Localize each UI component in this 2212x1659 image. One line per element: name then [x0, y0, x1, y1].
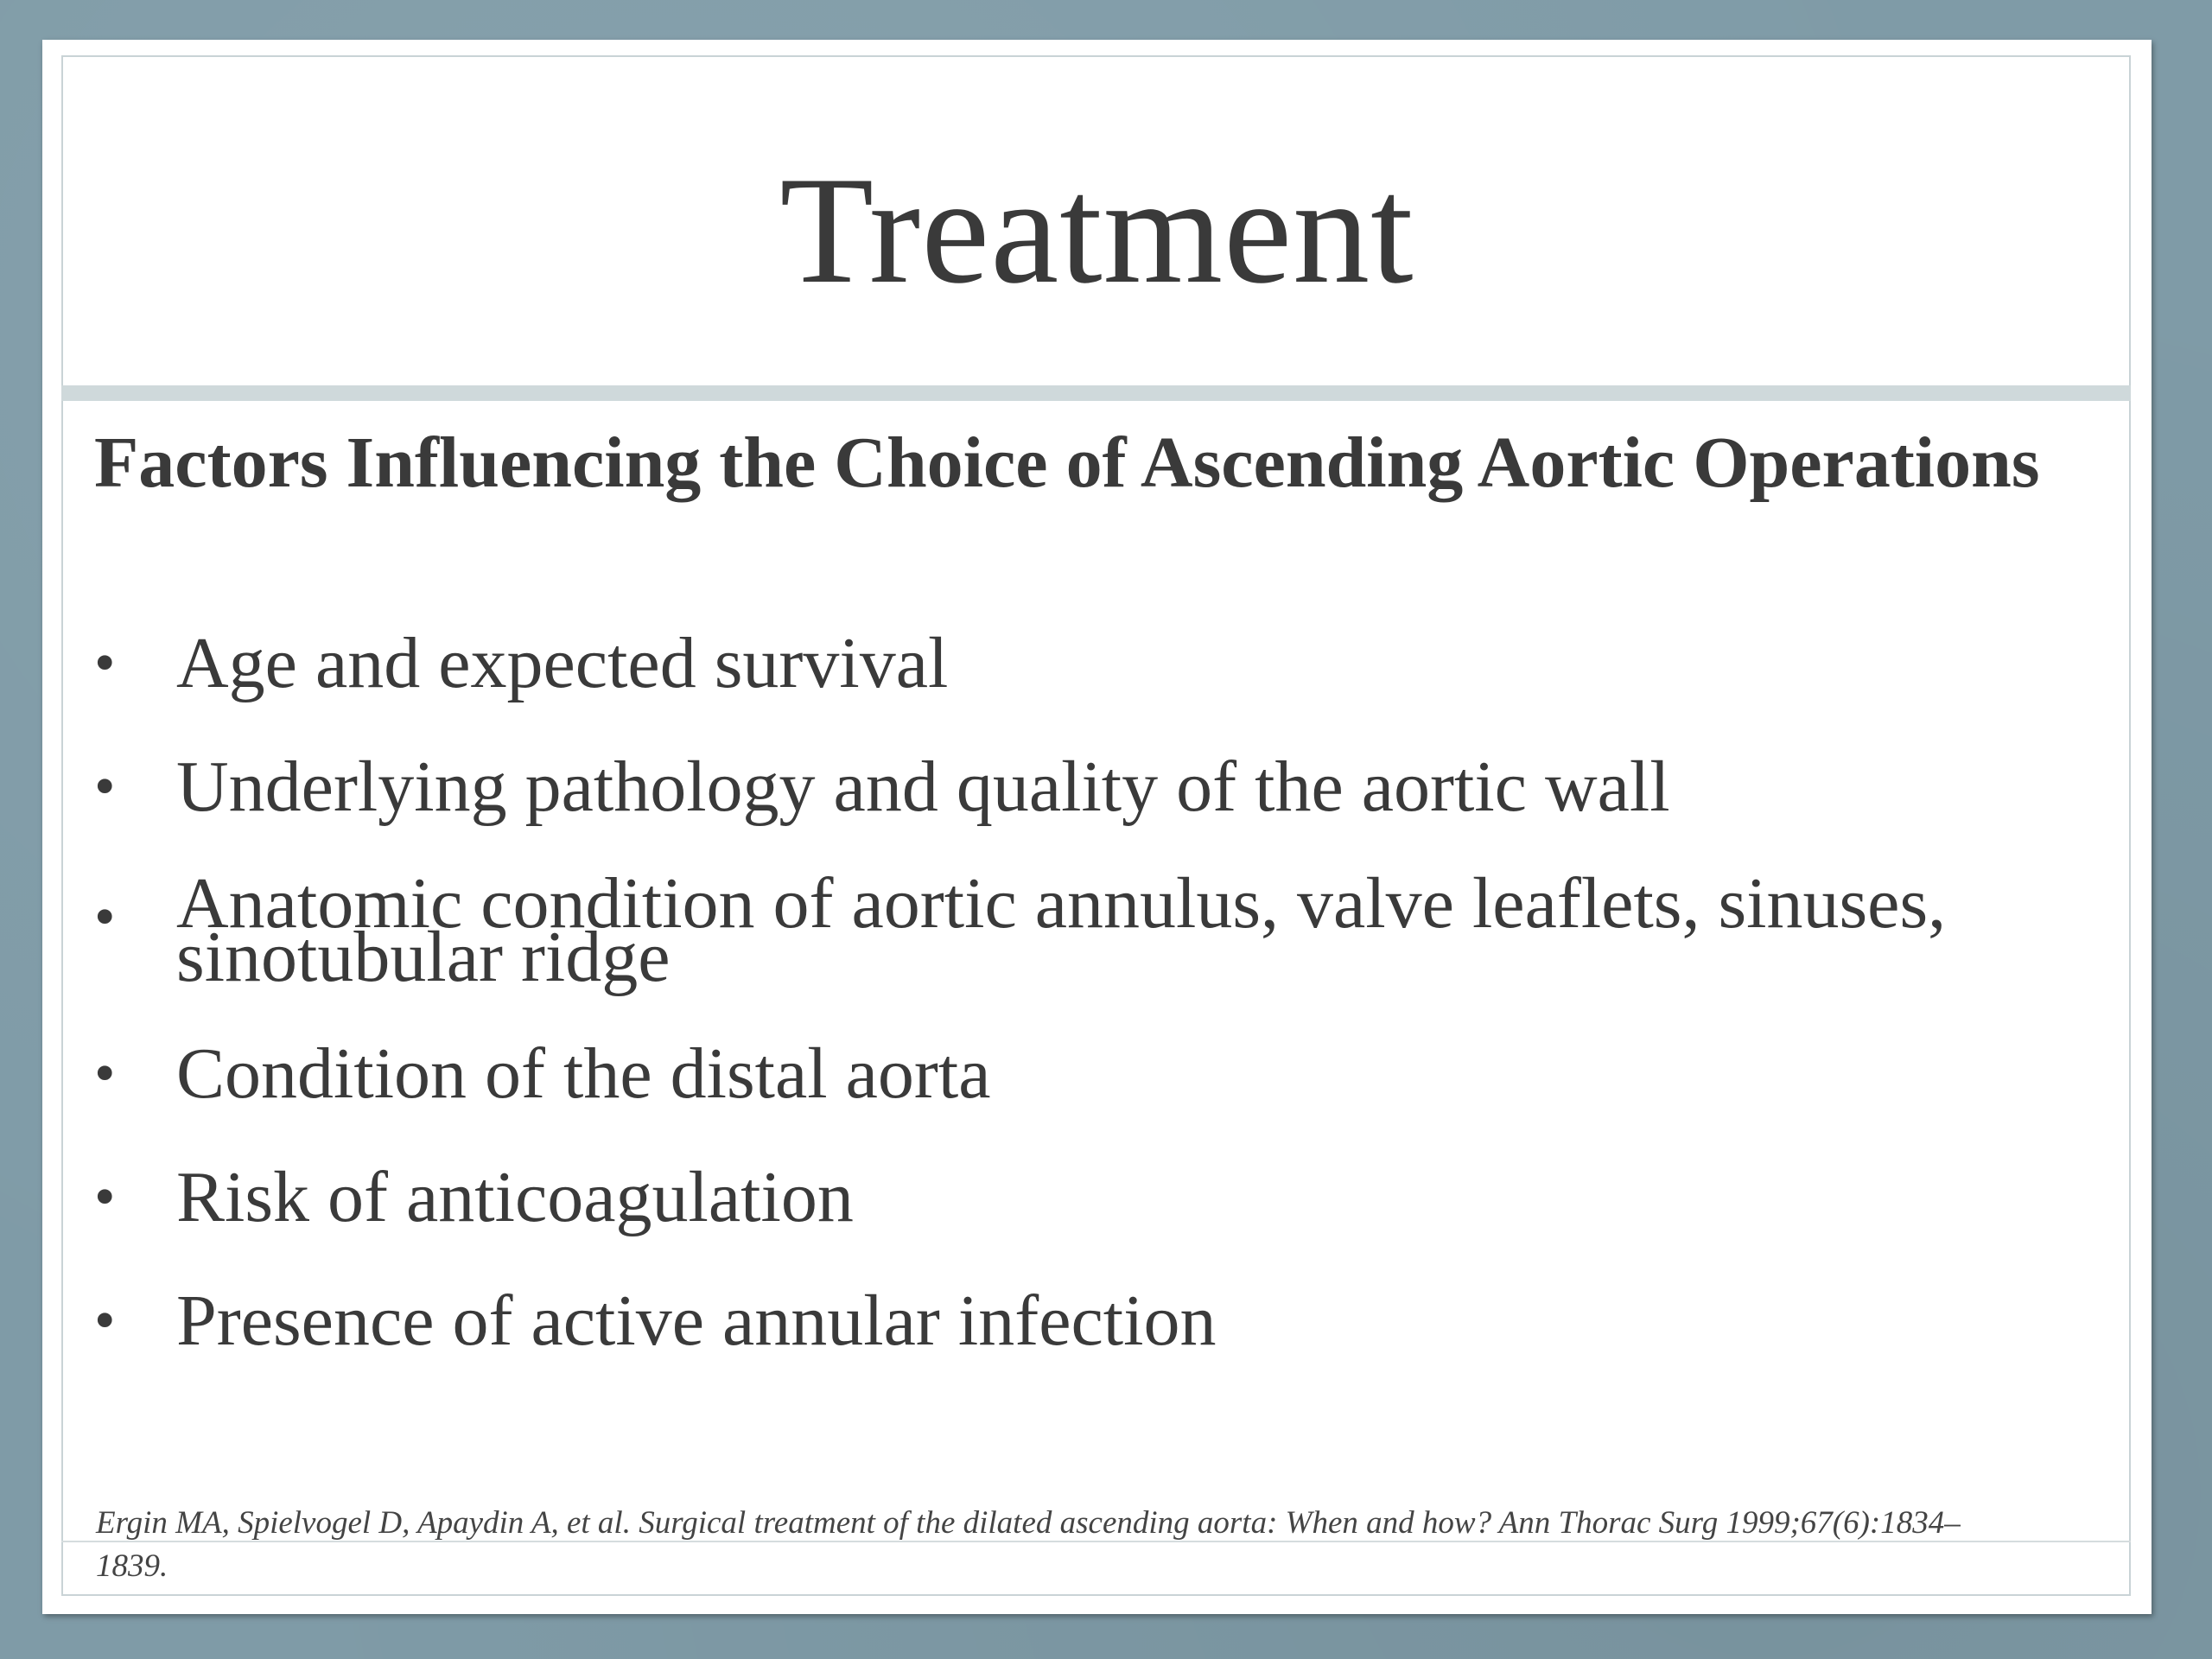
- bullet-text: Underlying pathology and quality of the aortic wall: [176, 747, 1670, 827]
- slide: [42, 40, 2152, 1614]
- bullet-list: [94, 623, 2116, 1411]
- citation: Ergin MA, Spielvogel D, Apaydin A, et al. Surgical treatment of the dilated ascending aorta: When and how? Ann Thorac Surg 1999;67(6):1834–1839.: [96, 1505, 1961, 1584]
- bullet-icon: •: [94, 630, 116, 696]
- slide-subtitle: Factors Influencing the Choice of Ascending Aortic Operations: [94, 423, 2040, 503]
- bullet-item: [94, 623, 2116, 703]
- slide-title: Treatment: [779, 144, 1414, 315]
- bullet-icon: •: [94, 884, 116, 950]
- bullet-icon: •: [94, 1287, 116, 1354]
- bullet-icon: •: [94, 753, 116, 820]
- bullet-item: [94, 1033, 2116, 1114]
- bullet-item: [94, 1157, 2116, 1237]
- bullet-item: [94, 1281, 2116, 1361]
- footer-divider: [61, 1541, 2131, 1542]
- bullet-text: Anatomic condition of aortic annulus, valve leaflets, sinuses, sinotubular ridge: [176, 863, 1947, 997]
- bullet-item: [94, 863, 2116, 997]
- bullet-text: Risk of anticoagulation: [176, 1157, 854, 1237]
- bullet-icon: •: [94, 1164, 116, 1230]
- bullet-text: Condition of the distal aorta: [176, 1033, 991, 1114]
- bullet-icon: •: [94, 1040, 116, 1107]
- bullet-item: [94, 747, 2116, 827]
- bullet-text: Age and expected survival: [176, 623, 949, 703]
- title-divider: [61, 385, 2131, 401]
- bullet-text: Presence of active annular infection: [176, 1281, 1217, 1361]
